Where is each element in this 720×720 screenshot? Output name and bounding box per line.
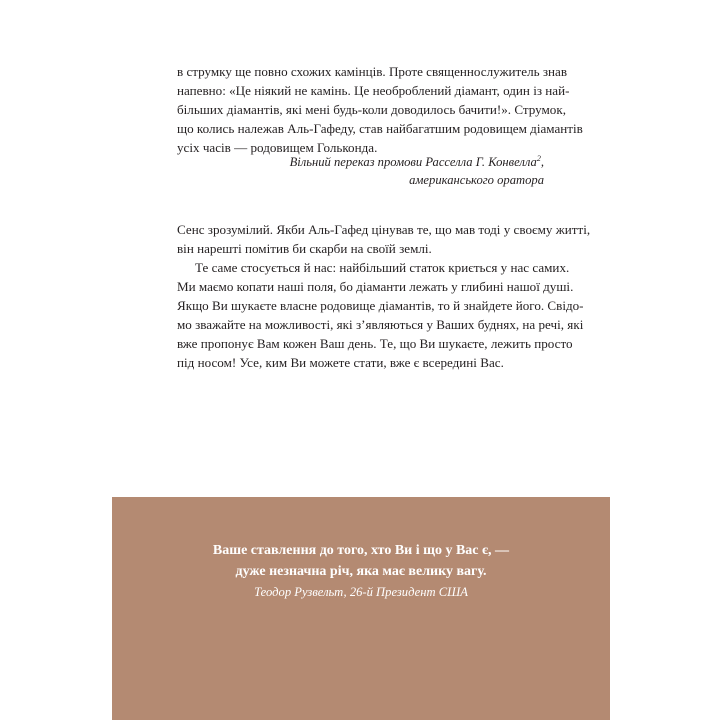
quote-line: дуже незначна річ, яка має велику вагу. (235, 564, 487, 579)
attribution-text: Вільний переказ промови Расселла Г. Конвелла (289, 155, 537, 169)
quote-author: Теодор Рузвельт, 26-й Президент США (254, 585, 468, 599)
body-line: під носом! Усе, ким Ви можете стати, вже є всередині Вас. (177, 355, 504, 370)
passage-line: що колись належав Аль-Гафеду, став найбагатшим родовищем діамантів (177, 121, 583, 136)
body-line: Те саме стосується й нас: найбільший статок криється у нас самих. (195, 260, 570, 275)
footnote-marker: 2 (536, 154, 541, 163)
attribution-punctuation: , (540, 155, 544, 169)
passage-line: більших діамантів, які мені будь-коли доводилось бачити!». Струмок, (177, 102, 566, 117)
body-line: Сенс зрозумілий. Якби Аль-Гафед цінував те, що мав тоді у своєму житті, (177, 222, 591, 237)
quote-banner (112, 497, 610, 720)
quote-line: Ваше ставлення до того, хто Ви і що у Вас є, — (212, 543, 510, 558)
passage-line: усіх часів — родовищем Гольконда. (177, 140, 378, 155)
attribution-line-2: американського оратора (409, 173, 544, 187)
attribution-line-1 (290, 153, 544, 172)
body-line: він нарешті помітив би скарби на своїй землі. (177, 241, 432, 256)
body-line: мо зважайте на можливості, які з’являються у Ваших буднях, на речі, які (177, 317, 584, 332)
body-line: вже пропонує Вам кожен Ваш день. Те, що Ви шукаєте, лежить просто (177, 336, 573, 351)
body-line: Ми маємо копати наші поля, бо діаманти лежать у глибині нашої душі. (177, 279, 574, 294)
passage-line: напевно: «Це ніякий не камінь. Це необроблений діамант, один із най- (177, 83, 570, 98)
passage-line: в струмку ще повно схожих камінців. Проте священнослужитель знав (177, 64, 568, 79)
body-line: Якщо Ви шукаєте власне родовище діамантів, то й знайдете його. Свідо- (177, 298, 584, 313)
